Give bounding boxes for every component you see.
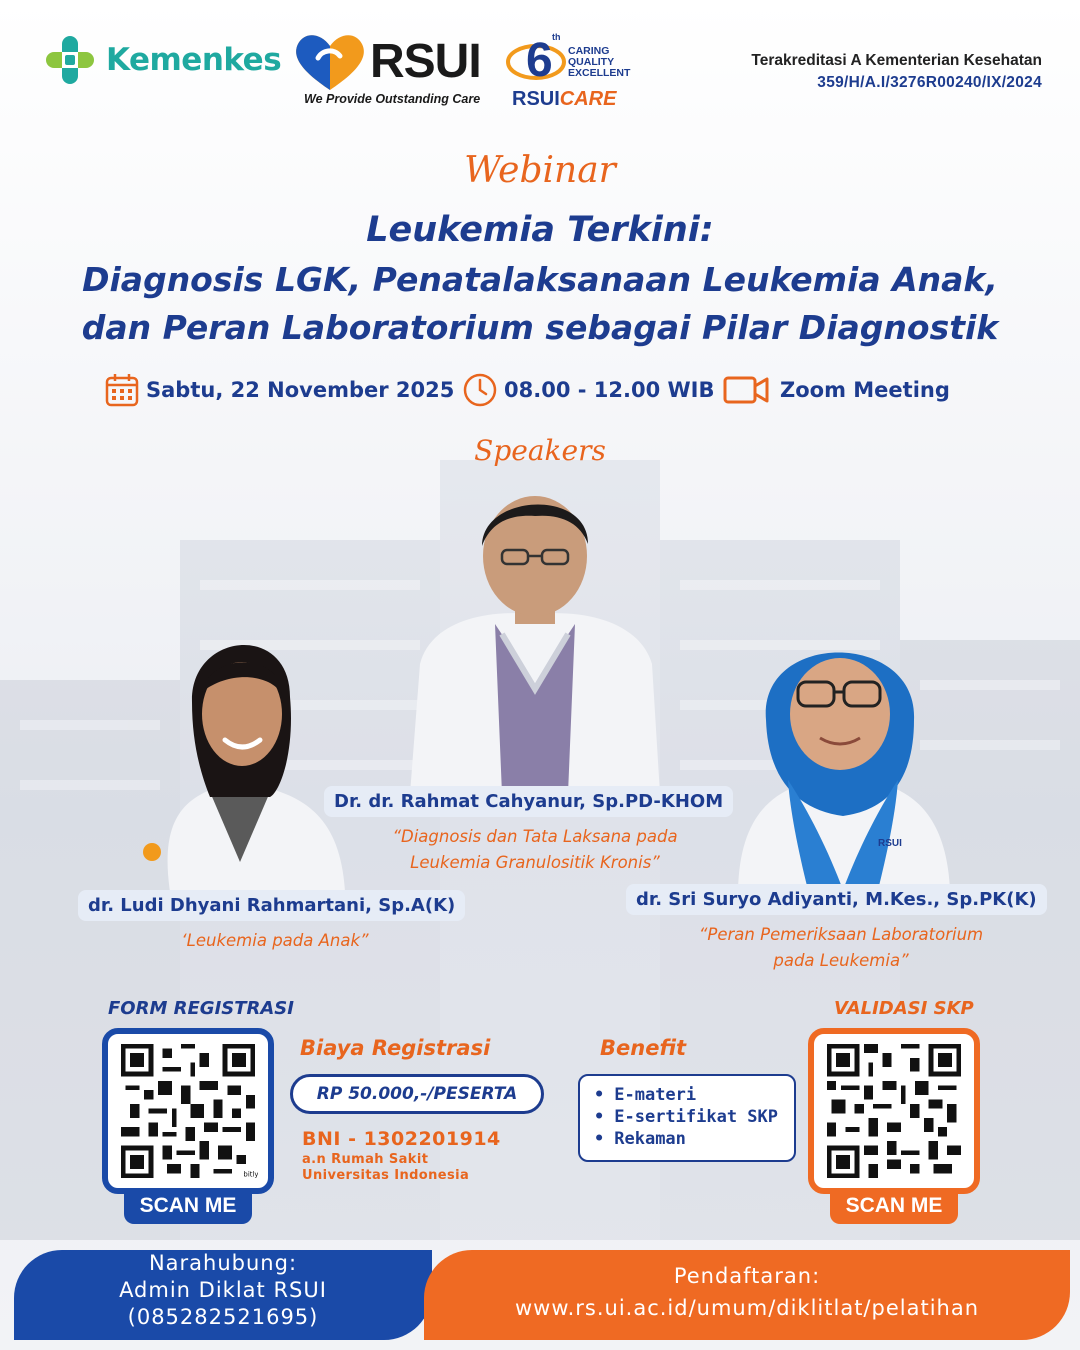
bank-account-block	[302, 1128, 501, 1184]
care-values: CARING QUALITY EXCELLENT	[568, 45, 631, 79]
fee-title: Biaya Registrasi	[300, 1036, 491, 1060]
coat-rsui-logo: RSUI	[878, 838, 902, 849]
svg-text:th: th	[552, 32, 561, 42]
kemenkes-cross-icon	[44, 34, 96, 86]
registration-url-link[interactable]: www.rs.ui.ac.id/umum/diklitlat/pelatihan	[514, 1296, 980, 1320]
speaker-topic-sri: “Peran Pemeriksaan Laboratorium pada Leukemia”	[698, 925, 984, 970]
kemenkes-wordmark: Kemenkes	[106, 42, 282, 78]
calendar-icon	[104, 372, 140, 408]
accreditation-number: 359/H/A.I/3276R00240/IX/2024	[817, 74, 1042, 91]
speaker-photo-rahmat	[390, 484, 680, 794]
speaker-topic-rahmat: “Diagnosis dan Tata Laksana pada Leukemia Granulositik Kronis”	[392, 827, 678, 872]
svg-text:6: 6	[526, 34, 553, 87]
event-time	[462, 370, 714, 410]
speaker-name-rahmat: Dr. dr. Rahmat Cahyanur, Sp.PD-KHOM	[324, 786, 733, 817]
speaker-name-ludi: dr. Ludi Dhyani Rahmartani, Sp.A(K)	[78, 890, 465, 921]
form-registrasi-label: FORM REGISTRASI	[108, 998, 294, 1019]
speakers-label: Speakers	[474, 434, 606, 467]
qr-pattern-registration	[118, 1044, 258, 1178]
validation-scan-me-button[interactable]: SCAN ME	[830, 1188, 958, 1224]
rsui-wordmark: RSUI	[370, 35, 481, 88]
event-platform-text: Zoom Meeting	[780, 378, 950, 402]
event-date-text: Sabtu, 22 November 2025	[146, 378, 455, 402]
bank-account-number: BNI - 1302201914	[302, 1128, 501, 1150]
registration-banner	[424, 1250, 1070, 1340]
benefit-title: Benefit	[600, 1036, 687, 1060]
fee-amount-pill: RP 50.000,-/PESERTA	[290, 1074, 544, 1114]
registration-qr-code[interactable]	[102, 1028, 274, 1194]
event-time-text: 08.00 - 12.00 WIB	[504, 378, 715, 402]
contact-name: Admin Diklat RSUI	[119, 1278, 327, 1302]
title-line-3: dan Peran Laboratorium sebagai Pilar Diagnostik	[81, 308, 999, 347]
registration-scan-me-button[interactable]: SCAN ME	[124, 1188, 252, 1224]
accreditation-block	[751, 52, 1042, 92]
speaker-name-sri: dr. Sri Suryo Adiyanti, M.Kes., Sp.PK(K)	[626, 884, 1047, 915]
speaker-photo-sri	[718, 610, 968, 890]
validasi-skp-label: VALIDASI SKP	[834, 998, 974, 1019]
svg-text:bitly: bitly	[243, 1170, 258, 1178]
speaker-topic-ludi: ‘Leukemia pada Anak”	[181, 931, 369, 950]
benefit-item: • Rekaman	[594, 1128, 794, 1150]
anniversary-six-icon	[504, 24, 568, 88]
video-camera-icon	[722, 372, 770, 408]
registration-label: Pendaftaran:	[673, 1264, 821, 1288]
rsuicare-wordmark: RSUICARE	[512, 88, 617, 110]
rsui-tagline: We Provide Outstanding Care	[304, 92, 481, 106]
benefit-item: • E-sertifikat SKP	[594, 1106, 794, 1128]
benefit-list	[578, 1074, 796, 1162]
rsui-logo	[290, 24, 485, 114]
title-line-2: Diagnosis LGK, Penatalaksanaan Leukemia Anak,	[82, 260, 998, 299]
rsui-heart-icon	[290, 30, 370, 94]
qr-pattern-validation	[824, 1044, 964, 1178]
contact-label: Narahubung:	[148, 1251, 298, 1275]
title-line-1: Leukemia Terkini:	[366, 210, 714, 250]
event-date	[104, 370, 454, 410]
clock-icon	[462, 372, 498, 408]
accreditation-text: Terakreditasi A Kementerian Kesehatan	[751, 52, 1042, 69]
benefit-item: • E-materi	[594, 1084, 794, 1106]
kemenkes-logo	[44, 34, 281, 86]
bank-account-holder: a.n Rumah Sakit Universitas Indonesia	[302, 1152, 470, 1183]
webinar-label: Webinar	[464, 150, 616, 191]
validation-qr-code[interactable]	[808, 1028, 980, 1194]
rsui-care-anniversary-logo	[502, 24, 642, 114]
contact-phone[interactable]: (085282521695)	[127, 1305, 319, 1329]
event-platform	[722, 370, 950, 410]
contact-banner	[14, 1250, 432, 1340]
